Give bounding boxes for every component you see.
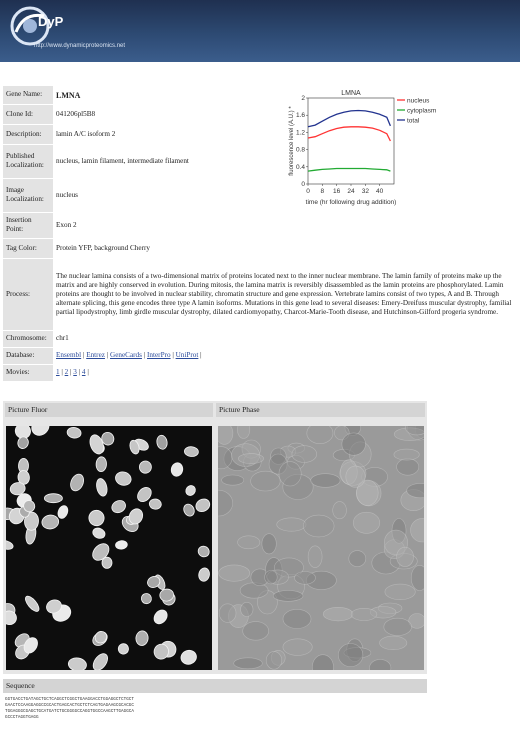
cell-outline [238, 536, 260, 549]
tag-color-value: Protein YFP, background Cherry [53, 238, 515, 258]
movie-links: 1 | 2 | 3 | 4 | [53, 364, 515, 381]
picture-phase-image[interactable] [218, 426, 424, 670]
cell-outline [307, 426, 333, 444]
cell-outline [311, 474, 340, 488]
genecards-link[interactable]: GeneCards [110, 351, 142, 359]
cell-outline [265, 571, 278, 584]
description-label: Description: [3, 124, 53, 144]
movie-link-2[interactable]: 2 [64, 368, 69, 376]
cell-outline [394, 449, 419, 460]
nucleus-blob [96, 457, 107, 472]
clone-id-label: Clone Id: [3, 104, 53, 124]
cell-outline [351, 608, 377, 620]
published-localization-label: Published Localization: [3, 144, 53, 178]
picture-fluor-image[interactable] [6, 426, 212, 670]
sequence-line: GAACTCCAAGGAGGCCGCACTGAGCACTGCTCTCAGTGAGAAGCGCACGC [5, 703, 134, 708]
pictures-panel [3, 401, 427, 674]
picture-fluor-header: Picture Fluor [5, 403, 213, 417]
published-localization-value: nucleus, lamin filament, intermediate filament [53, 144, 515, 178]
cell-outline [353, 512, 380, 533]
nucleus-blob [139, 461, 152, 474]
cell-outline [234, 658, 263, 669]
gene-name-label: Gene Name: [3, 86, 53, 104]
cell-outline [277, 518, 306, 531]
cell-outline [333, 502, 347, 519]
sequence-line: GCCCTAGGTGAGG [5, 715, 39, 720]
movie-link-1[interactable]: 1 [56, 368, 60, 376]
cell-outline [342, 433, 366, 455]
y-axis-label: fluorescence level (A.U.) * [289, 106, 295, 176]
cell-outline [251, 471, 281, 491]
movie-link-4[interactable]: 4 [81, 368, 86, 376]
cell-outline [323, 607, 353, 621]
tag-color-label: Tag Color: [3, 238, 53, 258]
legend-label-total: total [407, 117, 420, 125]
cell-outline [292, 446, 317, 463]
sequence-line: GGTGACCTGATAGCTGCTCAGGCTCGGCTGAAGGACCTGGAGGCTCTGCT [5, 697, 134, 702]
y-tick-label: 1.2 [295, 129, 305, 137]
x-tick-label: 32 [361, 188, 369, 195]
uniprot-link[interactable]: UniProt [175, 351, 199, 359]
y-tick-label: 0.4 [295, 163, 305, 171]
cell-outline [262, 534, 276, 554]
sequence-text [5, 697, 425, 721]
cell-outline [384, 618, 412, 635]
process-label: Process: [3, 258, 53, 330]
x-tick-label: 16 [333, 188, 341, 195]
cell-outline [219, 604, 236, 623]
cell-outline [295, 572, 316, 585]
y-tick-label: 1.6 [295, 112, 305, 120]
cell-outline [338, 644, 363, 667]
cell-outline [273, 591, 303, 602]
image-localization-label: Image Localization: [3, 178, 53, 212]
y-tick-label: 2 [301, 95, 305, 102]
image-localization-value: nucleus [53, 178, 515, 212]
series-line-nucleus [308, 127, 390, 141]
x-tick-label: 0 [306, 188, 310, 195]
cell-outline [283, 609, 311, 628]
x-tick-label: 8 [320, 188, 325, 195]
cell-outline [346, 466, 365, 488]
site-url: http://www.dynamicproteomics.net [34, 43, 126, 49]
x-tick-label: 24 [347, 188, 355, 195]
cell-outline [303, 515, 334, 537]
database-label: Database: [3, 347, 53, 364]
cell-outline [241, 602, 253, 616]
cell-outline [279, 462, 301, 486]
brand-name[interactable]: DyP [38, 14, 64, 29]
cell-outline [266, 652, 282, 670]
description-value: lamin A/C isoform 2 [53, 124, 515, 144]
cell-outline [308, 546, 322, 568]
sequence-header: Sequence [3, 679, 427, 693]
insertion-point-label: Insertion Point: [3, 212, 53, 238]
sequence-line: TGGAGGGCGAGCTGCATGATCTGCGGGGCCAGGTGGCCAAGCTTGAGGCA [5, 709, 134, 714]
series-line-total [308, 111, 390, 127]
cell-outline [222, 475, 244, 485]
cell-outline [283, 639, 312, 656]
x-tick-label: 40 [376, 188, 384, 195]
gene-name-value: LMNA [53, 86, 515, 104]
chart-title: LMNA [341, 90, 361, 97]
series-line-cytoplasm [308, 169, 390, 172]
x-axis-label: time (hr following drug addition) [305, 199, 397, 206]
interpro-link[interactable]: InterPro [147, 351, 171, 359]
cell-outline [397, 547, 414, 566]
legend-label-nucleus: nucleus [407, 97, 430, 105]
entrez-link[interactable]: Entrez [86, 351, 105, 359]
database-links: Ensembl | Entrez | GeneCards | InterPro | UniProt | [53, 347, 515, 364]
movies-label: Movies: [3, 364, 53, 381]
cell-outline [380, 636, 407, 650]
cell-outline [219, 565, 250, 581]
chromosome-value: chr1 [53, 330, 515, 347]
insertion-point-value: Exon 2 [53, 212, 515, 238]
cell-outline [385, 584, 415, 600]
ensembl-link[interactable]: Ensembl [56, 351, 82, 359]
cell-outline [243, 622, 269, 641]
process-value: The nuclear lamina consists of a two-dimensional matrix of proteins located next to the inner nuclear membrane. The lamin family of proteins make up the matrix and are highly conserved in evolution. During mitosis, the lamina matrix is reversibly disassembled as the lamin proteins are phosphorylated. Lamin proteins are thought to be involved in nuclear stability, chromatin structure and gene expression. Vertebrate lamins consist of two types, A and B. Through alternate splicing, this gene encodes three type A lamin isoforms. Mutations in this gene lead to several diseases: Emery-Dreifuss muscular dystrophy, familial partial lipodystrophy, limb girdle muscular dystrophy, dilated cardiomyopathy, Charcot-Marie-Tooth disease, and Hutchinson-Gilford progeria syndrome. [53, 258, 515, 330]
gene-info-table [3, 86, 515, 382]
movie-link-3[interactable]: 3 [73, 368, 77, 376]
y-tick-label: 0.8 [295, 146, 305, 154]
cell-outline [238, 454, 263, 464]
legend-label-cytoplasm: cytoplasm [407, 107, 437, 115]
cell-outline [397, 459, 419, 476]
chromosome-label: Chromosome: [3, 330, 53, 347]
y-tick-label: 0 [301, 181, 305, 188]
site-header [0, 0, 520, 62]
picture-phase-header: Picture Phase [216, 403, 425, 417]
clone-id-value: 041206pl5B8 [53, 104, 515, 124]
cell-outline [349, 551, 366, 567]
fluorescence-chart [286, 86, 438, 216]
nucleus-blob [44, 494, 62, 503]
